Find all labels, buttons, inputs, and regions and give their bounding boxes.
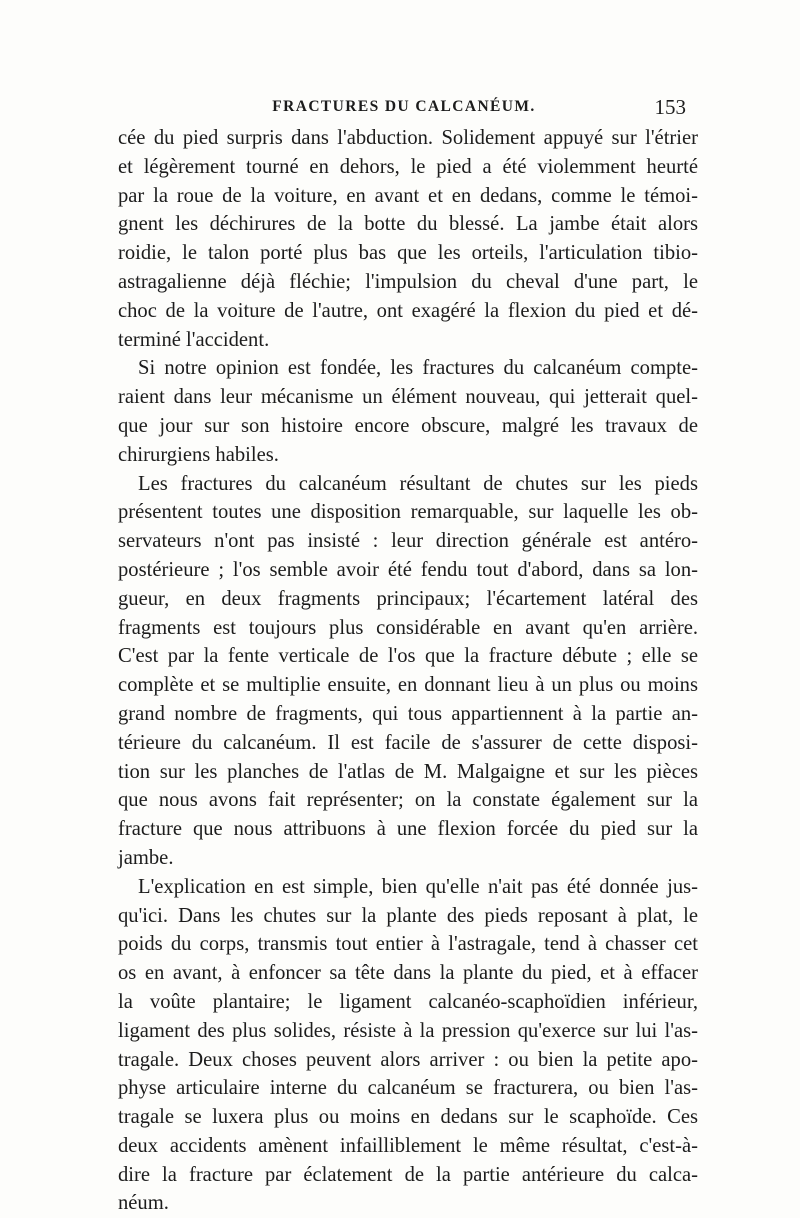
text-line: que jour sur son histoire encore obscure, malgré les travaux de — [118, 414, 698, 437]
body-text — [118, 124, 698, 1218]
text-line: fragments est toujours plus considérable en avant qu'en arrière. — [118, 616, 698, 639]
text-line: grand nombre de fragments, qui tous appartiennent à la partie an- — [118, 702, 698, 725]
text-line: térieure du calcanéum. Il est facile de s'assurer de cette disposi- — [118, 731, 698, 754]
running-head — [118, 95, 690, 120]
text-line: qu'ici. Dans les chutes sur la plante des pieds reposant à plat, le — [118, 904, 698, 927]
text-line: gnent les déchirures de la botte du blessé. La jambe était alors — [118, 213, 698, 236]
text-line: gueur, en deux fragments principaux; l'écartement latéral des — [118, 587, 698, 610]
text-line: fracture que nous attribuons à une flexion forcée du pied sur la — [118, 818, 698, 841]
text-line: terminé l'accident. — [118, 328, 270, 351]
text-line: dire la fracture par éclatement de la partie antérieure du calca- — [118, 1163, 698, 1186]
paragraph — [118, 470, 698, 873]
text-line: os en avant, à enfoncer sa tête dans la plante du pied, et à effacer — [118, 962, 698, 985]
text-line: jambe. — [118, 846, 174, 869]
paragraph — [118, 354, 698, 469]
text-line: physe articulaire interne du calcanéum se fracturera, ou bien l'as- — [118, 1077, 698, 1100]
paragraph — [118, 873, 698, 1218]
text-line: tragale. Deux choses peuvent alors arriver : ou bien la petite apo- — [118, 1048, 698, 1071]
page-number: 153 — [654, 95, 686, 119]
text-line: complète et se multiplie ensuite, en donnant lieu à un plus ou moins — [118, 674, 698, 697]
text-line: tion sur les planches de l'atlas de M. Malgaigne et sur les pièces — [118, 760, 698, 783]
text-line: Les fractures du calcanéum résultant de chutes sur les pieds — [138, 472, 698, 495]
text-line: ligament des plus solides, résiste à la pression qu'exerce sur lui l'as- — [118, 1019, 698, 1042]
text-line: Si notre opinion est fondée, les fractures du calcanéum compte- — [138, 357, 698, 380]
text-line: poids du corps, transmis tout entier à l'astragale, tend à chasser cet — [118, 933, 698, 956]
running-title: FRACTURES DU CALCANÉUM. — [272, 98, 536, 115]
text-line: C'est par la fente verticale de l'os que la fracture débute ; elle se — [118, 645, 698, 668]
text-line: la voûte plantaire; le ligament calcanéo-scaphoïdien inférieur, — [118, 990, 698, 1013]
text-line: cée du pied surpris dans l'abduction. Solidement appuyé sur l'étrier — [118, 127, 698, 149]
text-line: par la roue de la voiture, en avant et en dedans, comme le témoi- — [118, 184, 698, 207]
text-line: que nous avons fait représenter; on la constate également sur la — [118, 789, 698, 812]
text-line: servateurs n'ont pas insisté : leur direction générale est antéro- — [118, 530, 698, 553]
text-line: deux accidents amènent infailliblement le même résultat, c'est-à- — [118, 1134, 698, 1157]
text-line: roidie, le talon porté plus bas que les orteils, l'articulation tibio- — [118, 242, 698, 265]
text-line: tragale se luxera plus ou moins en dedans sur le scaphoïde. Ces — [118, 1106, 698, 1129]
text-line: raient dans leur mécanisme un élément nouveau, qui jetterait quel- — [118, 386, 698, 409]
text-line: chirurgiens habiles. — [118, 443, 279, 466]
text-line: choc de la voiture de l'autre, ont exagéré la flexion du pied et dé- — [118, 299, 698, 322]
paragraph — [118, 124, 698, 354]
text-line: L'explication en est simple, bien qu'elle n'ait pas été donnée jus- — [138, 875, 698, 898]
text-line: astragalienne déjà fléchie; l'impulsion du cheval d'une part, le — [118, 270, 698, 293]
text-line: présentent toutes une disposition remarquable, sur laquelle les ob- — [118, 501, 698, 524]
text-line: postérieure ; l'os semble avoir été fendu tout d'abord, dans sa lon- — [118, 558, 698, 581]
text-line: et légèrement tourné en dehors, le pied a été violemment heurté — [118, 155, 698, 178]
text-line: néum. — [118, 1192, 169, 1215]
